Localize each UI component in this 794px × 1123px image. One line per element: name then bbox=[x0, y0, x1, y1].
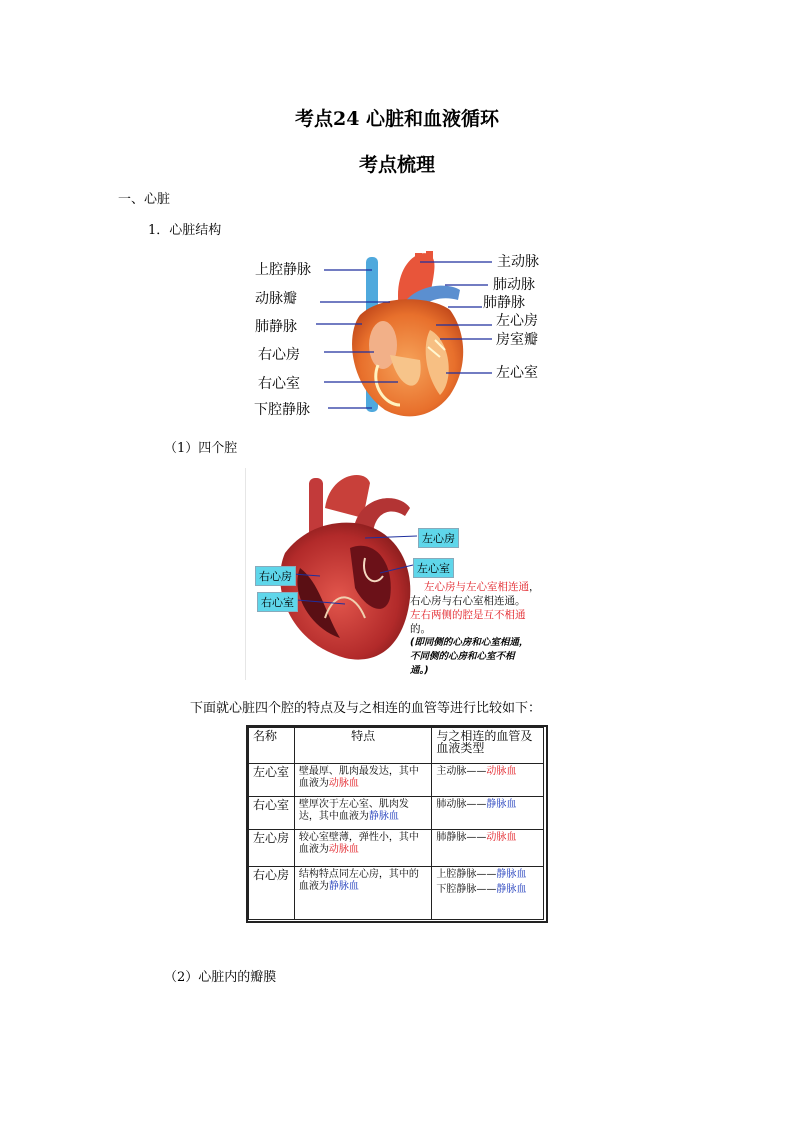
comparison-table bbox=[248, 727, 544, 920]
vessel-text: 肺静脉—— bbox=[436, 832, 487, 843]
label-pulmonary-artery: 肺动脉 bbox=[493, 277, 535, 293]
vessel-text: 上腔静脉—— bbox=[436, 869, 497, 880]
note-hand1: (即同侧的心房和心室相通， bbox=[410, 637, 529, 648]
label-aorta: 主动脉 bbox=[497, 254, 539, 270]
page-subtitle: 考点梳理 bbox=[358, 154, 435, 176]
label-right-ventricle: 右心室 bbox=[258, 376, 300, 392]
row-feature bbox=[294, 797, 431, 830]
row-feature bbox=[294, 867, 431, 920]
header-feature: 特点 bbox=[294, 728, 431, 764]
feature-text: 壁最厚、肌肉最发达，其中血液为 bbox=[298, 766, 419, 789]
box-label-left-atrium: 左心房 bbox=[418, 528, 459, 548]
table-row bbox=[249, 764, 544, 797]
row-feature bbox=[294, 764, 431, 797]
feature-text: 结构特点同左心房，其中的血液为 bbox=[298, 869, 419, 892]
note-hand3: 通。) bbox=[410, 665, 429, 676]
label-left-atrium: 左心房 bbox=[496, 313, 538, 329]
note-hand2: 不同侧的心房和心室不相 bbox=[410, 651, 515, 662]
note-line4: 的。 bbox=[410, 623, 431, 635]
row-vessel bbox=[432, 797, 544, 830]
heart-structure-diagram bbox=[250, 245, 550, 420]
feature-text: 壁厚次于左心室、肌肉发达，其中血液为 bbox=[298, 799, 409, 822]
vessel-blood: 动脉血 bbox=[486, 832, 517, 843]
section-heart-heading: 一、心脏 bbox=[118, 192, 171, 207]
row-name: 右心室 bbox=[249, 797, 295, 830]
row-vessel bbox=[432, 830, 544, 867]
page-title: 考点24 心脏和血液循环 bbox=[294, 108, 500, 130]
blood-type: 动脉血 bbox=[328, 778, 359, 789]
vessel-blood: 静脉血 bbox=[486, 799, 517, 810]
blood-type: 静脉血 bbox=[368, 811, 399, 822]
four-chambers-diagram bbox=[245, 468, 563, 680]
row-name: 右心房 bbox=[249, 867, 295, 920]
header-name: 名称 bbox=[249, 728, 295, 764]
note-line2: 右心房与右心室相连通。 bbox=[410, 595, 526, 607]
row-name: 左心室 bbox=[249, 764, 295, 797]
vessel-text: 肺动脉—— bbox=[436, 799, 487, 810]
table-header-row bbox=[249, 728, 544, 764]
box-label-left-ventricle: 左心室 bbox=[413, 558, 454, 578]
note-line3: 左右两侧的腔是互不相通 bbox=[410, 609, 526, 621]
table-row bbox=[249, 830, 544, 867]
vessel-blood-2: 静脉血 bbox=[496, 884, 527, 895]
row-vessel bbox=[432, 764, 544, 797]
row-feature bbox=[294, 830, 431, 867]
note-line1-b: 左心室相连通 bbox=[466, 581, 529, 593]
header-vessel: 与之相连的血管及血液类型 bbox=[432, 728, 544, 764]
box-label-right-atrium: 右心房 bbox=[255, 566, 296, 586]
label-superior-vena-cava: 上腔静脉 bbox=[255, 262, 311, 278]
label-atrioventricular-valve: 房室瓣 bbox=[496, 332, 538, 348]
row-vessel bbox=[432, 867, 544, 920]
heart-structure-heading: 1．心脏结构 bbox=[148, 223, 222, 238]
chamber-note bbox=[410, 580, 540, 678]
label-pulmonary-vein-left: 肺静脉 bbox=[255, 319, 297, 335]
label-right-atrium: 右心房 bbox=[258, 347, 300, 363]
four-chambers-heading: （1）四个腔 bbox=[164, 441, 238, 456]
feature-text: 较心室壁薄，弹性小，其中血液为 bbox=[298, 832, 419, 855]
row-name: 左心房 bbox=[249, 830, 295, 867]
vessel-text-2: 下腔静脉—— bbox=[436, 884, 497, 895]
blood-type: 静脉血 bbox=[328, 881, 359, 892]
vessel-blood: 静脉血 bbox=[496, 869, 527, 880]
label-pulmonary-vein-right: 肺静脉 bbox=[483, 295, 525, 311]
box-label-right-ventricle: 右心室 bbox=[257, 592, 298, 612]
label-left-ventricle: 左心室 bbox=[496, 365, 538, 381]
valves-heading: （2）心脏内的瓣膜 bbox=[164, 970, 277, 985]
label-arterial-valve: 动脉瓣 bbox=[255, 291, 297, 307]
table-row bbox=[249, 867, 544, 920]
vessel-text: 主动脉—— bbox=[436, 766, 487, 777]
compare-intro: 下面就心脏四个腔的特点及与之相连的血管等进行比较如下： bbox=[190, 701, 542, 716]
note-line1-c: ， bbox=[529, 581, 540, 593]
blood-type: 动脉血 bbox=[328, 844, 359, 855]
note-line1-a: 左心房与 bbox=[424, 581, 466, 593]
label-inferior-vena-cava: 下腔静脉 bbox=[254, 402, 310, 418]
vessel-blood: 动脉血 bbox=[486, 766, 517, 777]
table-row bbox=[249, 797, 544, 830]
